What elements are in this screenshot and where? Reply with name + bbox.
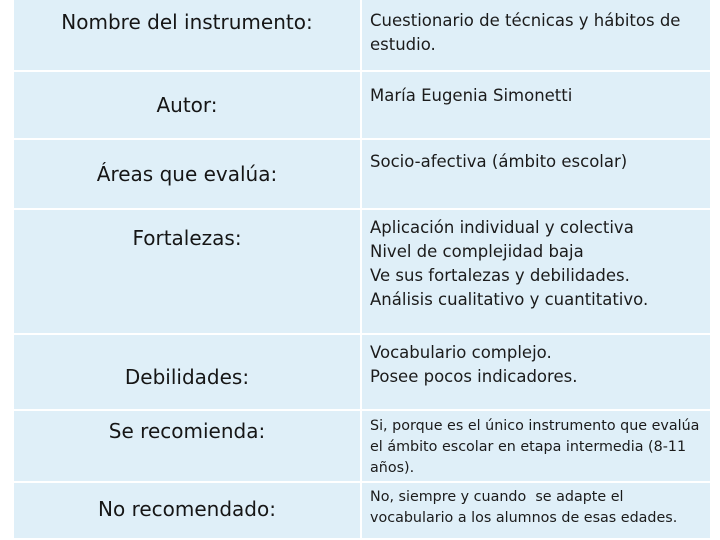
value-line: Análisis cualitativo y cuantitativo. — [370, 290, 649, 309]
row-label: Debilidades: — [124, 365, 250, 389]
row-label: Se recomienda: — [108, 419, 266, 443]
value-line: María Eugenia Simonetti — [370, 86, 573, 105]
row-label: Fortalezas: — [132, 226, 242, 250]
label-weaknesses — [14, 335, 360, 411]
value-instrument-name — [360, 0, 710, 72]
value-line: Ve sus fortalezas y debilidades. — [370, 266, 630, 285]
value-line: No, siempre y cuando se adapte el — [370, 489, 624, 505]
value-line: Socio-afectiva (ámbito escolar) — [370, 152, 628, 171]
row-label: Nombre del instrumento: — [61, 10, 313, 34]
value-line: vocabulario a los alumnos de esas edades. — [370, 510, 678, 526]
value-line: Vocabulario complejo. — [370, 343, 552, 362]
value-line: Nivel de complejidad baja — [370, 242, 584, 261]
row-label: Áreas que evalúa: — [96, 162, 278, 186]
row-label: No recomendado: — [98, 496, 276, 521]
value-author — [360, 72, 710, 140]
label-author — [14, 72, 360, 140]
value-line: Aplicación individual y colectiva — [370, 218, 634, 237]
value-line: Cuestionario de técnicas y hábitos de — [370, 11, 681, 30]
row-label: Autor: — [156, 93, 218, 117]
label-strengths — [14, 210, 360, 335]
value-areas — [360, 140, 710, 210]
label-recommended — [14, 411, 360, 483]
value-line: estudio. — [370, 35, 436, 54]
value-not-recommended — [360, 483, 710, 540]
value-line: Si, porque es el único instrumento que evalúa — [370, 418, 700, 434]
value-line: Posee pocos indicadores. — [370, 367, 578, 386]
value-line: el ámbito escolar en etapa intermedia (8-11 — [370, 439, 687, 455]
value-recommended — [360, 411, 710, 483]
value-strengths — [360, 210, 710, 335]
label-not-recommended — [14, 483, 360, 540]
label-areas — [14, 140, 360, 210]
instrument-info-table — [14, 0, 710, 540]
value-weaknesses — [360, 335, 710, 411]
value-line: años). — [370, 460, 415, 476]
label-instrument-name — [14, 0, 360, 72]
